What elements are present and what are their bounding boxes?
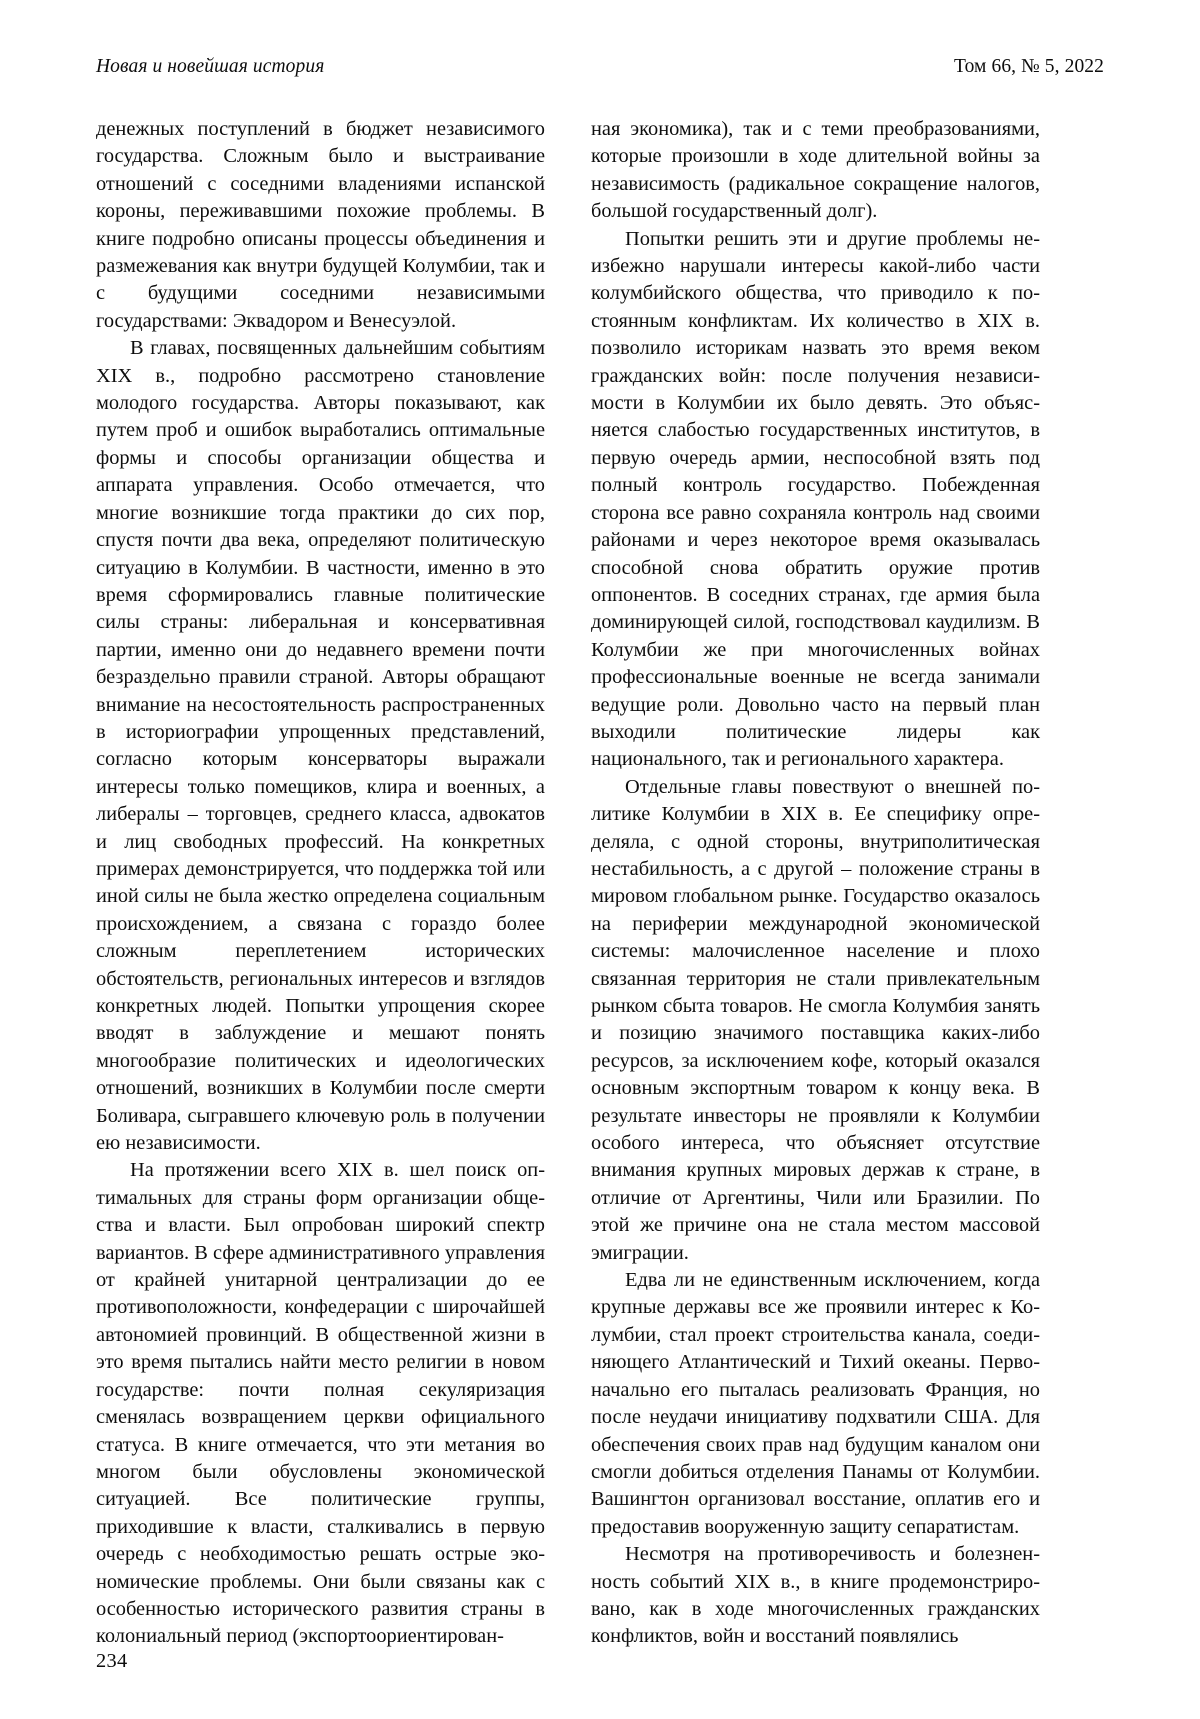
left-column xyxy=(96,116,545,1651)
paragraph: Отдельные главы повествуют о внешней политике Колумбии в XIX в. Ее специфику определяла, с одной стороны, внутриполитическая нестабильность, а с другой – положение страны в мировом глобальном рынке. Государство оказалось на периферии международной экономической системы: малочисленное население и плохо связанная территория не стали привлекательным рынком сбыта товаров. Не смогла Колумбия занять и позицию значимого поставщика каких-либо ресурсов, за исключением кофе, который оказался основным экспортным товаром к концу века. В результате инвесторы не проявляли к Колумбии особого интереса, что объясняет отсутствие внимания крупных мировых держав к стране, в отличие от Аргентины, Чили или Бразилии. По этой же причине она не стала местом массовой эмиграции. xyxy=(591,775,1040,1264)
paragraph: Едва ли не единственным исключением, когда крупные державы все же проявили интерес к Колумбии, стал проект строительства канала, соединяющего Атлантический и Тихий океаны. Первоначально его пыталась реализовать Франция, но после неудачи инициативу подхватили США. Для обеспечения своих прав над будущим каналом они смогли добиться отделения Панамы от Колумбии. Вашингтон организовал восстание, оплатив его и предоставив вооруженную защиту сепаратистам. xyxy=(591,1269,1040,1538)
issue-info: Том 66, № 5, 2022 xyxy=(954,56,1104,77)
paragraph: Несмотря на противоречивость и болезненность событий XIX в., в книге продемонстрировано, как в ходе многочисленных гражданских конфликтов, войн и восстаний появлялись xyxy=(591,1543,1040,1648)
right-column xyxy=(591,116,1040,1651)
paragraph: В главах, посвященных дальнейшим событиям XIX в., подробно рассмотрено становление молодого государства. Авторы показывают, как путем проб и ошибок выработались оптимальные формы и способы организации общества и аппарата управления. Особо отмечается, что многие возникшие тогда практики до сих пор, спустя почти два века, определяют политическую ситуацию в Колумбии. В частности, именно в это время сформировались главные политические силы страны: либеральная и консервативная партии, именно они до недавнего времени почти безраздельно правили страной. Авторы обращают внимание на несостоятельность распространенных в историографии упрощенных представлений, согласно которым консерваторы выражали интересы только помещиков, клира и военных, а либералы – торговцев, среднего класса, адвокатов и лиц свободных профессий. На конкретных примерах демонстрируется, что поддержка той или иной силы не была жестко определена социальным происхождением, а связана с гораздо более сложным переплетением исторических обстоятельств, региональных интересов и взглядов конкретных людей. Попытки упрощения скорее вводят в заблуждение и мешают понять многообразие политических и идеологических отношений, возникших в Колумбии после смерти Боливара, сыгравшего ключевую роль в получении ею независимости. xyxy=(96,337,545,1155)
paragraph: Попытки решить эти и другие проблемы неизбежно нарушали интересы какой-либо части колумбийского общества, что приводило к постоянным конфликтам. Их количество в XIX в. позволило историкам назвать это время веком гражданских войн: после получения независимости в Колумбии их было девять. Это объясняется слабостью государственных институтов, в первую очередь армии, неспособной взять под полный контроль государство. Побежденная сторона все равно сохраняла контроль над своими районами и через некоторое время оказывалась способной снова обратить оружие против оппонентов. В соседних странах, где армия была доминирующей силой, господствовал каудилизм. В Колумбии же при многочисленных войнах профессиональные военные не всегда занимали ведущие роли. Довольно часто на первый план выходили политические лидеры как национального, так и регионального характера. xyxy=(591,227,1040,771)
paragraph: На протяжении всего XIX в. шел поиск оптимальных для страны форм организации общества и власти. Был опробован широкий спектр вариантов. В сфере административного управления от крайней унитарной централизации до ее противоположности, конфедерации с широчайшей автономией провинций. В общественной жизни в это время пытались найти место религии в новом государстве: почти полная секуляризация сменялась возвращением церкви официального статуса. В книге отмечается, что эти метания во многом были обусловлены экономической ситуацией. Все политические группы, приходившие к власти, сталкивались в первую очередь с необходимостью решать острые экономические проблемы. Они были связаны как с особенностью исторического развития страны в колониальный период (экспортоориентирован- xyxy=(96,1159,545,1648)
paragraph: денежных поступлений в бюджет независимого государства. Сложным было и выстраивание отношений с соседними владениями испанской короны, переживавшими похожие проблемы. В книге подробно описаны процессы объединения и размежевания как внутри будущей Колумбии, так и с будущими соседними независимыми государствами: Эквадором и Венесуэлой. xyxy=(96,118,545,332)
running-head xyxy=(96,56,1104,78)
two-column-body xyxy=(96,116,1104,1651)
journal-title: Новая и новейшая история xyxy=(96,56,325,77)
paragraph: ная экономика), так и с теми преобразованиями, которые произошли в ходе длительной войны за независимость (радикальное сокращение налогов, большой государственный долг). xyxy=(591,118,1040,223)
page-number: 234 xyxy=(96,1650,128,1672)
